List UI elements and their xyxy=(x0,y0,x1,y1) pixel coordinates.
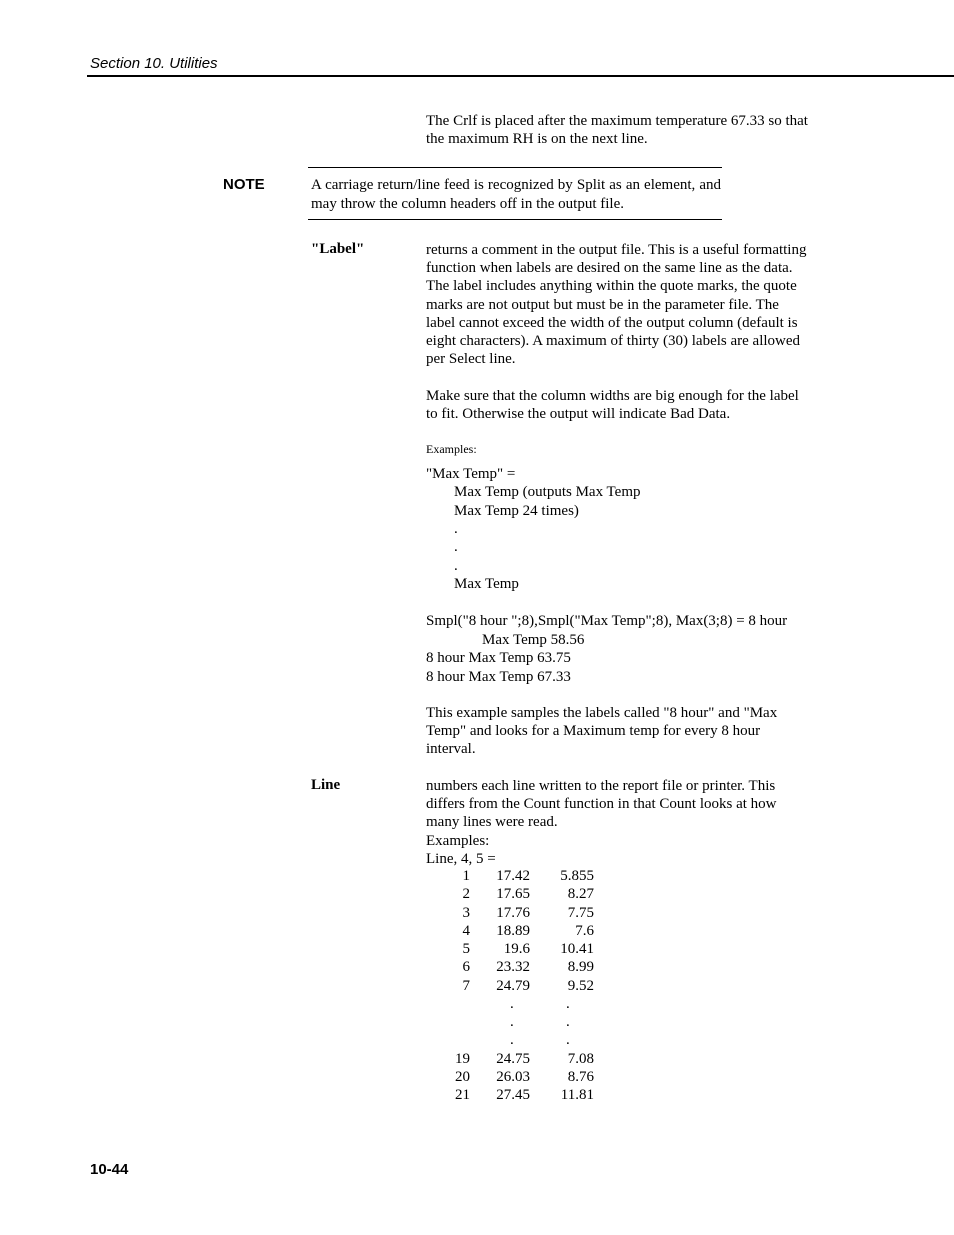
table-cell: 8.27 xyxy=(567,886,594,903)
table-cell: 4 xyxy=(462,922,470,939)
label-term: "Label" xyxy=(311,241,365,257)
header-rule xyxy=(87,75,954,77)
table-cell: 6 xyxy=(462,959,470,976)
table-cell: 1 xyxy=(462,868,470,884)
table-cell: 8.76 xyxy=(567,1068,594,1085)
table-cell: 7.6 xyxy=(575,922,594,939)
table-cell: 7.08 xyxy=(567,1050,594,1067)
table-cell: 24.79 xyxy=(496,977,530,994)
example-1-line: Max Temp xyxy=(454,575,519,592)
table-cell: . xyxy=(510,1014,514,1030)
example-1-line: Max Temp (outputs Max Temp xyxy=(454,484,641,501)
line-term: Line xyxy=(311,777,341,793)
label-width-note: Make sure that the column widths are big enough for the label to fit. Otherwise the output will indicate Bad Data. xyxy=(426,388,799,423)
table-cell: . xyxy=(510,1032,514,1049)
line-description: numbers each line written to the report file or printer. This differs from the Count function in that Count looks at how many lines were read. xyxy=(426,778,777,831)
page-number: 10-44 xyxy=(90,1161,129,1178)
example-1-line: Max Temp 24 times) xyxy=(454,502,579,519)
table-cell: 26.03 xyxy=(496,1068,530,1085)
table-cell: 7.75 xyxy=(567,904,594,921)
table-cell: 3 xyxy=(462,904,470,921)
table-cell: . xyxy=(566,1032,570,1049)
note-box xyxy=(308,167,722,220)
example-1-line: . xyxy=(454,539,458,556)
intro-paragraph: The Crlf is placed after the maximum temperature 67.33 so that the maximum RH is on the next line. xyxy=(426,113,808,148)
example-2-line: 8 hour Max Temp 67.33 xyxy=(426,668,571,685)
table-cell: 18.89 xyxy=(496,922,530,939)
table-cell: 19 xyxy=(455,1050,470,1067)
label-description: returns a comment in the output file. This is a useful formatting function when labels are desired on the same line as the data. The label includes anything within the quote marks, the quote marks are not output but must be in the parameter file. The label cannot exceed the width of the output column (default is eight characters). A maximum of thirty (30) labels are allowed per Select line. xyxy=(426,242,807,368)
table-cell: 5.855 xyxy=(560,868,594,884)
table-cell: 19.6 xyxy=(503,941,530,957)
table-cell: . xyxy=(510,995,514,1012)
section-header: Section 10. Utilities xyxy=(90,55,218,72)
label-explanation: This example samples the labels called "8 hour" and "Max Temp" and looks for a Maximum temp for every 8 hour interval. xyxy=(426,705,778,758)
table-cell: 9.52 xyxy=(567,977,594,994)
table-cell: 21 xyxy=(455,1087,470,1103)
line-expression: Line, 4, 5 = xyxy=(426,851,496,867)
note-label: NOTE xyxy=(223,176,265,193)
table-cell: 2 xyxy=(462,886,470,903)
table-cell: . xyxy=(566,995,570,1012)
table-cell: 10.41 xyxy=(560,941,594,957)
table-cell: 24.75 xyxy=(496,1050,530,1067)
table-cell: 5 xyxy=(462,941,470,957)
example-2-line: 8 hour Max Temp 63.75 xyxy=(426,650,571,666)
table-cell: 17.76 xyxy=(496,904,530,921)
table-cell: 27.45 xyxy=(496,1087,530,1103)
table-cell: 20 xyxy=(455,1068,470,1085)
table-cell: 7 xyxy=(462,977,470,994)
note-text: A carriage return/line feed is recognized by Split as an element, and may throw the column headers off in the output file. xyxy=(311,177,721,212)
example-2-line: Smpl("8 hour ";8),Smpl("Max Temp";8), Max(3;8) = 8 hour xyxy=(426,613,788,629)
example-1-line: . xyxy=(454,520,458,537)
table-cell: 17.42 xyxy=(496,868,530,884)
table-cell: 17.65 xyxy=(496,886,530,903)
table-cell: 8.99 xyxy=(567,959,594,976)
table-cell: 23.32 xyxy=(496,959,530,976)
table-cell: 11.81 xyxy=(560,1087,594,1103)
table-cell: . xyxy=(566,1014,570,1030)
example-1-line: . xyxy=(454,557,458,574)
line-examples-heading: Examples: xyxy=(426,833,490,849)
example-2-line: Max Temp 58.56 xyxy=(482,631,585,648)
example-1-line: "Max Temp" = xyxy=(426,466,516,482)
label-examples-heading: Examples: xyxy=(426,442,477,456)
